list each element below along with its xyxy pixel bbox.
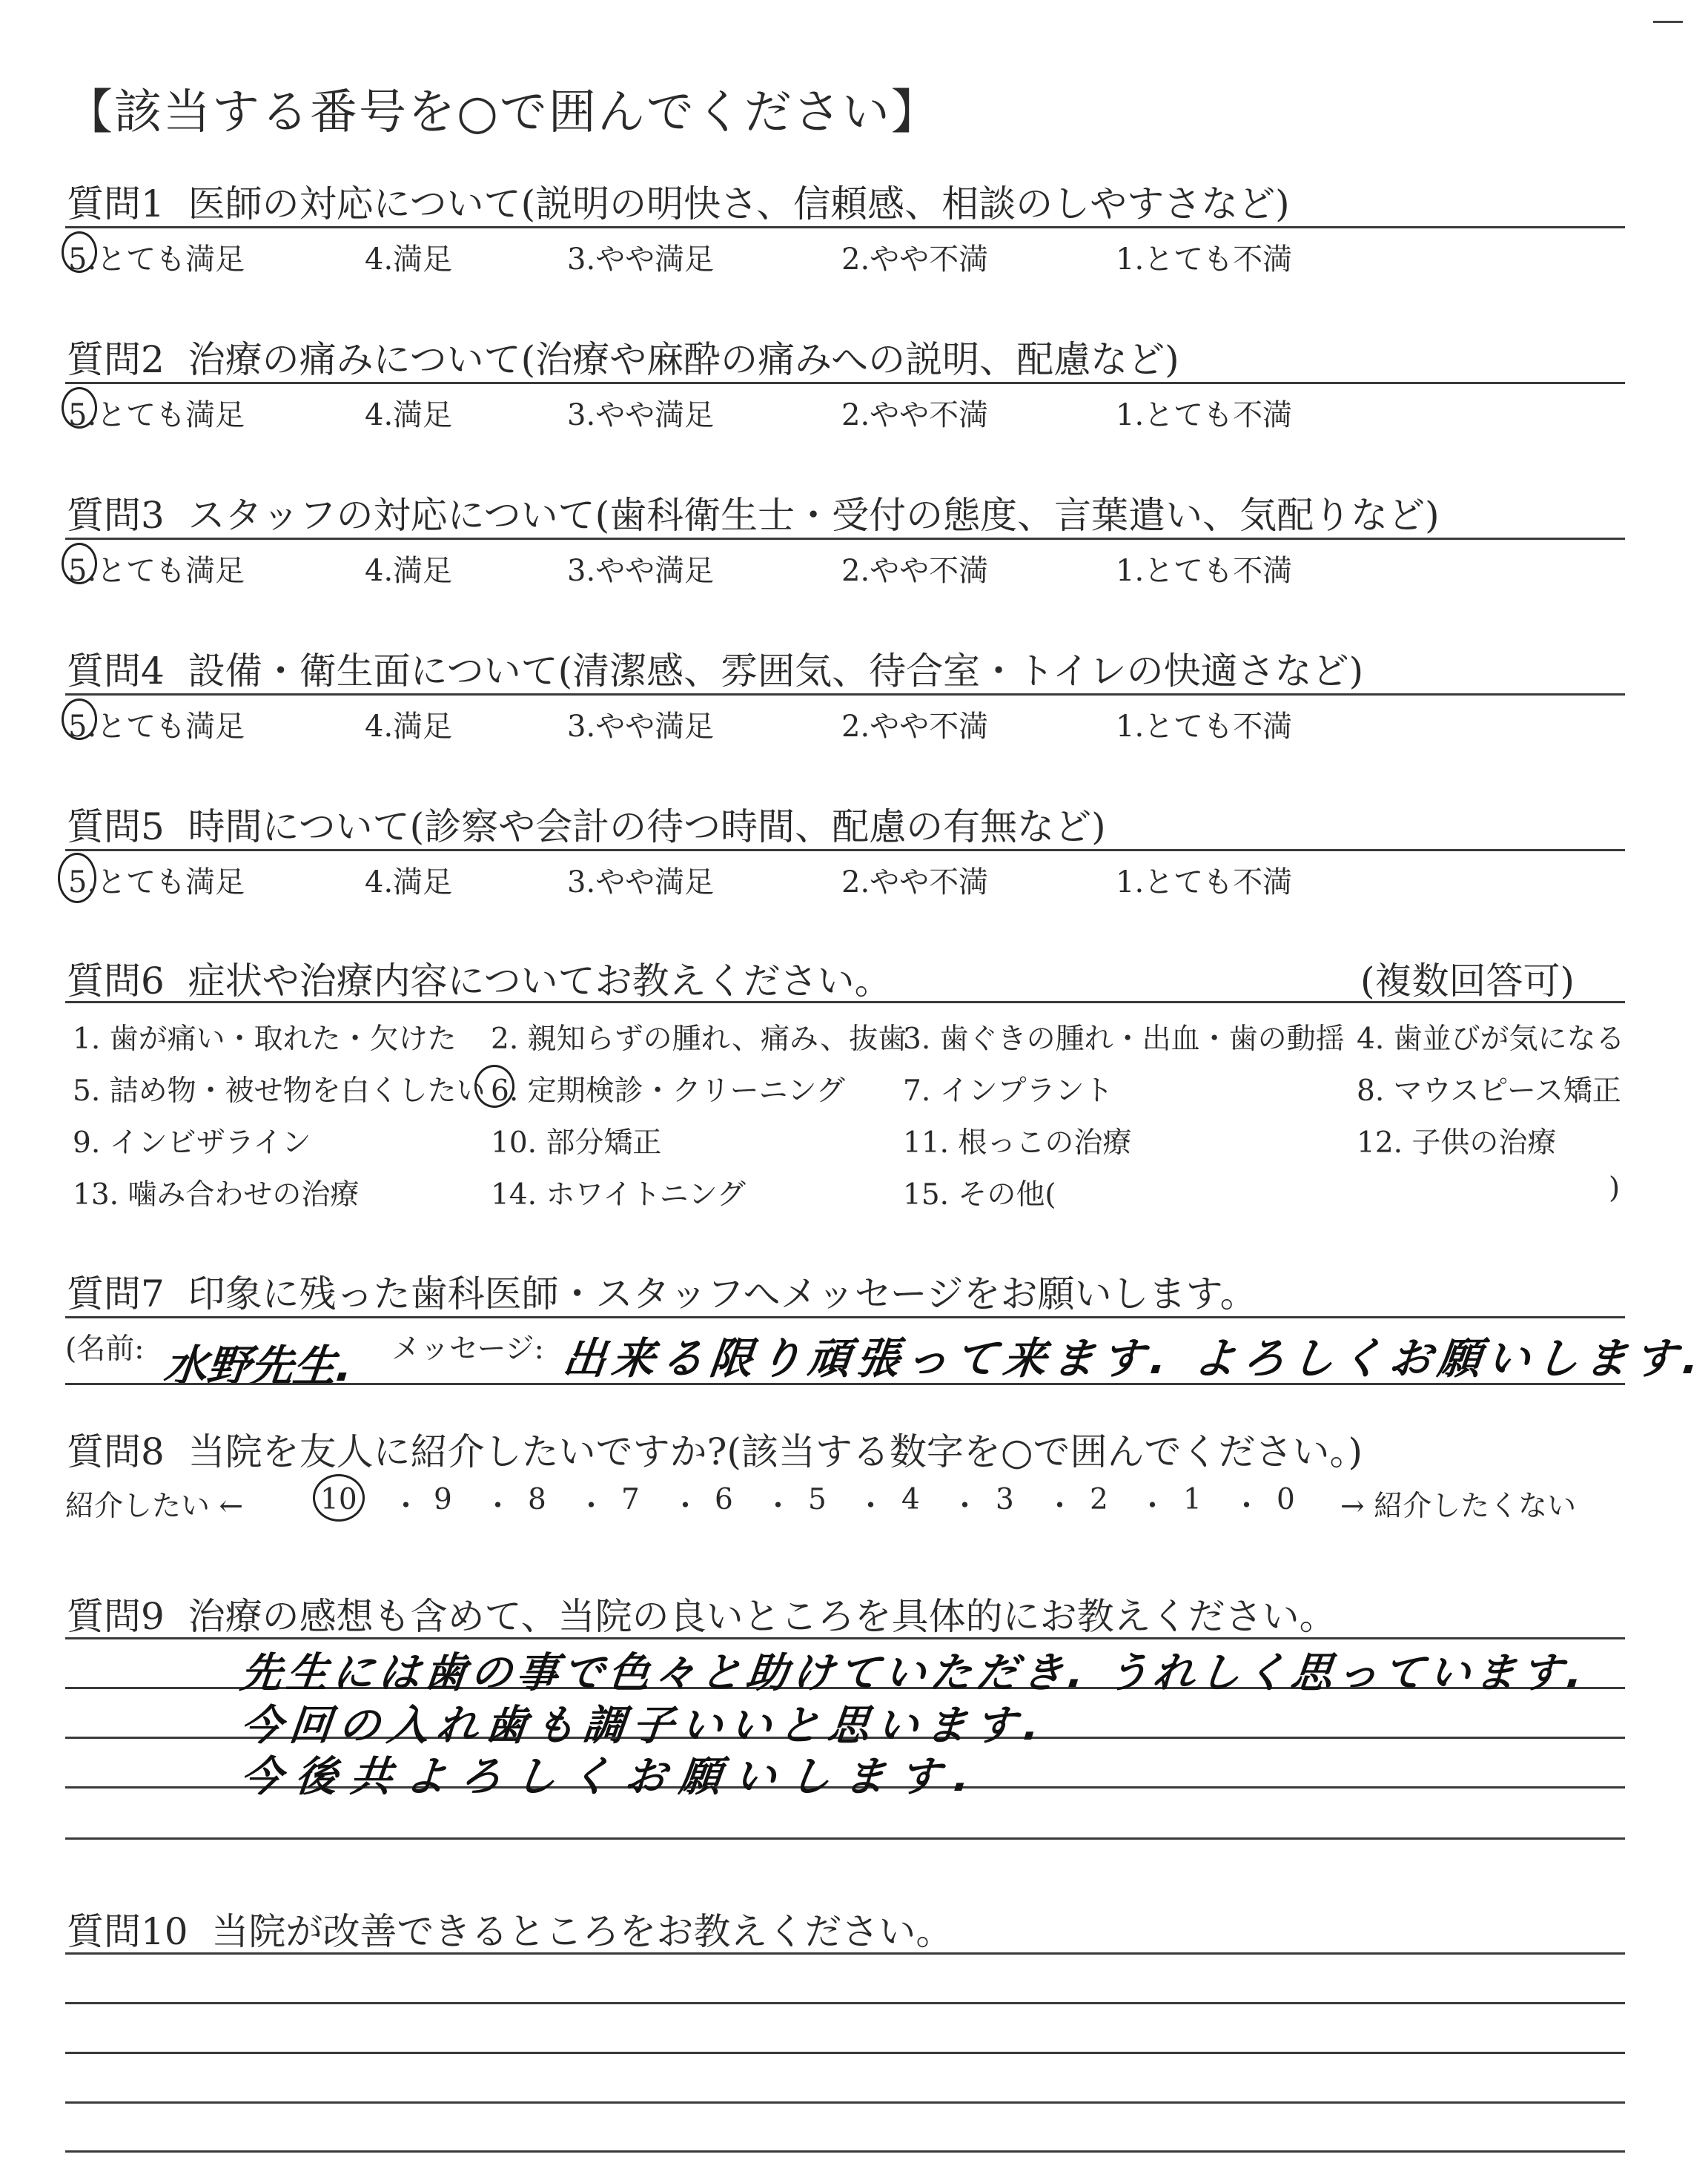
divider bbox=[65, 226, 1625, 228]
option-4[interactable]: 4.満足 bbox=[365, 242, 453, 277]
question-label: 質問8 bbox=[67, 1430, 165, 1473]
scale-dot: ・ bbox=[671, 1490, 701, 1523]
message-value[interactable]: 出来る限り頑張って来ます. よろしくお願いします. bbox=[560, 1333, 1708, 1384]
recommend-right-label: → 紹介したくない bbox=[1340, 1490, 1577, 1523]
symptom-option[interactable]: 8. マウスピース矯正 bbox=[1357, 1074, 1621, 1108]
option-1[interactable]: 1.とても不満 bbox=[1116, 398, 1293, 432]
question-text: 医師の対応について(説明の明快さ、信頼感、相談のしやすさなど) bbox=[188, 182, 1290, 225]
question-label: 質問4 bbox=[67, 650, 165, 693]
scale-9[interactable]: 9 bbox=[434, 1483, 452, 1516]
page-title: 【該当する番号を○で囲んでください】 bbox=[65, 85, 940, 140]
answer-line bbox=[65, 2052, 1625, 2054]
question-text: 当院を友人に紹介したいですか?(該当する数字を○で囲んでください。) bbox=[188, 1430, 1363, 1473]
question-text: 治療の感想も含めて、当院の良いところを具体的にお教えください。 bbox=[188, 1595, 1337, 1638]
question-text: 印象に残った歯科医師・スタッフへメッセージをお願いします。 bbox=[188, 1272, 1257, 1315]
name-label: (名前: bbox=[65, 1332, 145, 1366]
symptom-option[interactable]: 15. その他( bbox=[903, 1178, 1056, 1212]
question-text: 時間について(診察や会計の待つ時間、配慮の有無など) bbox=[188, 805, 1106, 848]
scale-dot: ・ bbox=[1045, 1490, 1075, 1523]
answer-line bbox=[65, 2002, 1625, 2004]
divider bbox=[65, 382, 1625, 384]
option-3[interactable]: 3.やや満足 bbox=[567, 865, 715, 899]
answer-line bbox=[65, 1837, 1625, 1840]
option-4[interactable]: 4.満足 bbox=[365, 865, 453, 899]
symptom-option[interactable]: 12. 子供の治療 bbox=[1357, 1126, 1557, 1160]
answer-line-3[interactable]: 今後共よろしくお願いします. bbox=[238, 1753, 986, 1801]
multiple-answer-note: (複数回答可) bbox=[1360, 960, 1575, 1003]
scale-dot: ・ bbox=[764, 1490, 793, 1523]
scale-2[interactable]: 2 bbox=[1090, 1483, 1108, 1516]
option-5[interactable]: 5.とても満足 bbox=[68, 710, 245, 744]
option-4[interactable]: 4.満足 bbox=[365, 554, 453, 588]
option-5[interactable]: 5.とても満足 bbox=[68, 242, 245, 277]
corner-mark bbox=[1653, 21, 1683, 23]
option-3[interactable]: 3.やや満足 bbox=[567, 398, 715, 432]
question-label: 質問6 bbox=[67, 960, 165, 1003]
scale-5[interactable]: 5 bbox=[808, 1483, 827, 1516]
option-1[interactable]: 1.とても不満 bbox=[1116, 865, 1293, 899]
answer-line bbox=[65, 2101, 1625, 2104]
scale-3[interactable]: 3 bbox=[996, 1483, 1014, 1516]
symptom-option[interactable]: 6. 定期検診・クリーニング bbox=[491, 1074, 845, 1108]
symptom-option[interactable]: 4. 歯並びが気になる bbox=[1357, 1023, 1625, 1056]
option-3[interactable]: 3.やや満足 bbox=[567, 242, 715, 277]
question-label: 質問5 bbox=[67, 805, 165, 848]
symptom-option[interactable]: 11. 根っこの治療 bbox=[903, 1126, 1132, 1160]
answer-line bbox=[65, 1952, 1625, 1955]
divider bbox=[65, 1383, 1625, 1385]
scale-dot: ・ bbox=[577, 1490, 606, 1523]
scale-dot: ・ bbox=[1138, 1490, 1168, 1523]
scale-8[interactable]: 8 bbox=[528, 1483, 546, 1516]
scale-dot: ・ bbox=[1232, 1490, 1262, 1523]
scale-10[interactable]: 10 bbox=[320, 1483, 357, 1516]
other-close-paren: ) bbox=[1609, 1172, 1621, 1205]
option-1[interactable]: 1.とても不満 bbox=[1116, 554, 1293, 588]
question-text: 症状や治療内容についてお教えください。 bbox=[188, 960, 892, 1003]
question-label: 質問10 bbox=[67, 1910, 188, 1953]
symptom-option[interactable]: 13. 噛み合わせの治療 bbox=[73, 1178, 360, 1212]
symptom-option[interactable]: 7. インプラント bbox=[903, 1074, 1113, 1108]
option-2[interactable]: 2.やや不満 bbox=[841, 242, 989, 277]
question-label: 質問7 bbox=[67, 1272, 165, 1315]
scale-dot: ・ bbox=[856, 1490, 886, 1523]
question-text: スタッフの対応について(歯科衛生士・受付の態度、言葉遣い、気配りなど) bbox=[188, 494, 1440, 537]
question-text: 治療の痛みについて(治療や麻酔の痛みへの説明、配慮など) bbox=[188, 338, 1179, 381]
message-label: メッセージ: bbox=[391, 1332, 544, 1366]
option-3[interactable]: 3.やや満足 bbox=[567, 554, 715, 588]
divider bbox=[65, 849, 1625, 851]
option-2[interactable]: 2.やや不満 bbox=[841, 398, 989, 432]
scale-4[interactable]: 4 bbox=[901, 1483, 920, 1516]
option-1[interactable]: 1.とても不満 bbox=[1116, 242, 1293, 277]
recommend-left-label: 紹介したい ← bbox=[65, 1490, 244, 1523]
scale-7[interactable]: 7 bbox=[621, 1483, 640, 1516]
symptom-option[interactable]: 14. ホワイトニング bbox=[491, 1178, 746, 1212]
scale-0[interactable]: 0 bbox=[1277, 1483, 1295, 1516]
symptom-option[interactable]: 3. 歯ぐきの腫れ・出血・歯の動揺 bbox=[903, 1023, 1345, 1056]
question-label: 質問1 bbox=[67, 182, 165, 225]
divider bbox=[65, 1316, 1625, 1318]
question-text: 当院が改善できるところをお教えください。 bbox=[211, 1910, 953, 1953]
symptom-option[interactable]: 10. 部分矯正 bbox=[491, 1126, 662, 1160]
option-2[interactable]: 2.やや不満 bbox=[841, 710, 989, 744]
option-5[interactable]: 5.とても満足 bbox=[68, 554, 245, 588]
option-3[interactable]: 3.やや満足 bbox=[567, 710, 715, 744]
name-value[interactable]: 水野先生. bbox=[161, 1341, 356, 1391]
symptom-option[interactable]: 9. インビザライン bbox=[73, 1126, 311, 1160]
option-2[interactable]: 2.やや不満 bbox=[841, 554, 989, 588]
option-5[interactable]: 5.とても満足 bbox=[68, 398, 245, 432]
scale-dot: ・ bbox=[483, 1490, 513, 1523]
divider bbox=[65, 1001, 1625, 1003]
divider bbox=[65, 693, 1625, 696]
symptom-option[interactable]: 5. 詰め物・被せ物を白くしたい bbox=[73, 1074, 486, 1108]
scale-6[interactable]: 6 bbox=[715, 1483, 733, 1516]
scale-1[interactable]: 1 bbox=[1183, 1483, 1202, 1516]
answer-line-1[interactable]: 先生には歯の事で色々と助けていただき. うれしく思っています. bbox=[238, 1649, 1589, 1697]
question-label: 質問9 bbox=[67, 1595, 165, 1638]
answer-line bbox=[65, 2150, 1625, 2153]
option-5[interactable]: 5.とても満足 bbox=[68, 865, 245, 899]
symptom-option[interactable]: 1. 歯が痛い・取れた・欠けた bbox=[73, 1023, 457, 1056]
question-text: 設備・衛生面について(清潔感、雰囲気、待合室・トイレの快適さなど) bbox=[188, 650, 1364, 693]
option-4[interactable]: 4.満足 bbox=[365, 398, 453, 432]
option-1[interactable]: 1.とても不満 bbox=[1116, 710, 1293, 744]
scale-dot: ・ bbox=[391, 1490, 421, 1523]
answer-line bbox=[65, 1637, 1625, 1639]
divider bbox=[65, 538, 1625, 540]
scale-dot: ・ bbox=[950, 1490, 980, 1523]
symptom-option[interactable]: 2. 親知らずの腫れ、痛み、抜歯 bbox=[491, 1023, 907, 1056]
option-2[interactable]: 2.やや不満 bbox=[841, 865, 989, 899]
option-4[interactable]: 4.満足 bbox=[365, 710, 453, 744]
question-label: 質問2 bbox=[67, 338, 165, 381]
question-label: 質問3 bbox=[67, 494, 165, 537]
answer-line-2[interactable]: 今回の入れ歯も調子いいと思います. bbox=[238, 1702, 1050, 1750]
